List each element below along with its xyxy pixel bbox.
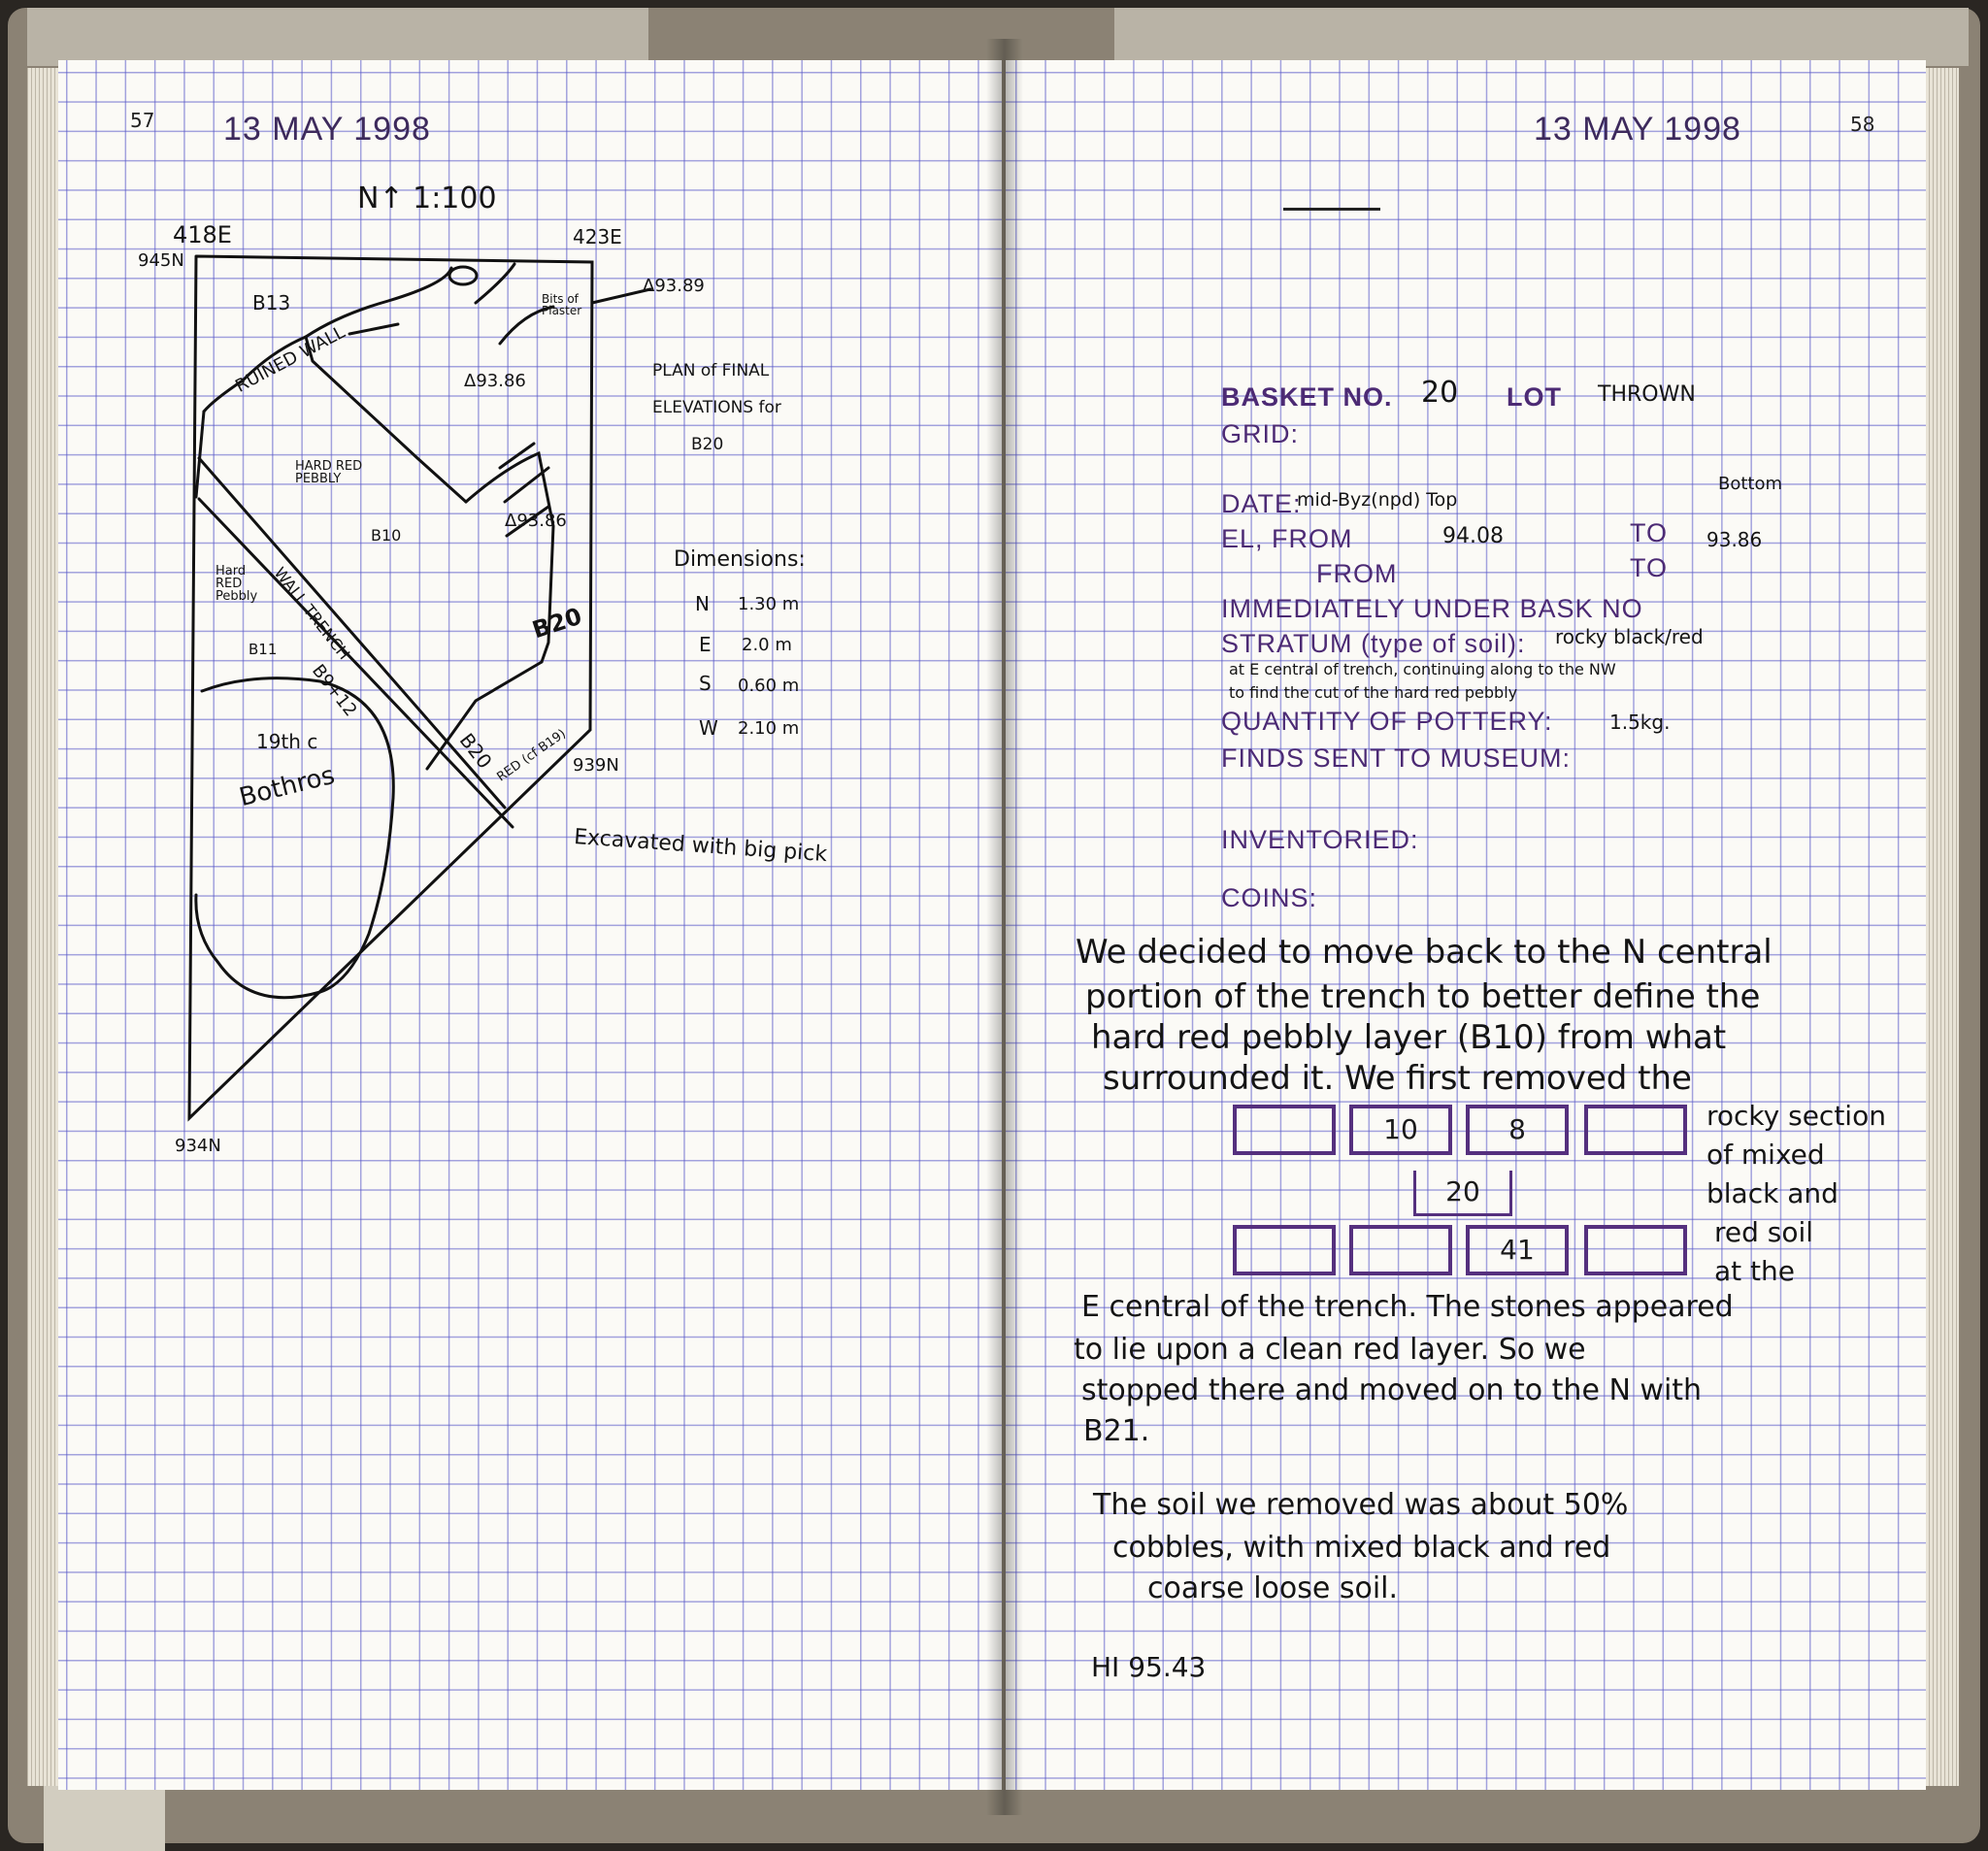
side-note: red soil (1714, 1216, 1814, 1248)
dimension-side: W (699, 716, 718, 740)
note-line: stopped there and moved on to the N with (1081, 1373, 1703, 1407)
excavation-plan-sketch (58, 60, 1002, 1790)
note-line: B21. (1083, 1414, 1150, 1448)
side-note: rocky section (1706, 1100, 1886, 1132)
side-note: at the (1714, 1255, 1795, 1287)
label-ruined-wall: RUINED WALL (232, 321, 348, 397)
excavated-note: Excavated with big pick (573, 825, 828, 868)
elevation-3: Δ93.86 (505, 511, 567, 531)
grid-cell (1584, 1105, 1687, 1155)
dimension-side: N (695, 592, 710, 615)
grid-cell (1233, 1105, 1336, 1155)
label-bothros-date: 19th c (256, 730, 318, 753)
book-gutter (986, 39, 1023, 1815)
dash-mark (1283, 208, 1380, 211)
stratum-line-3: to find the cut of the hard red pebbly (1229, 683, 1518, 702)
page-number: 57 (130, 109, 155, 132)
label-b20: B20 (528, 602, 585, 645)
label-b20-trench: B20 (454, 728, 497, 774)
note-line: surrounded it. We first removed the (1103, 1059, 1692, 1098)
right-page (1006, 60, 1926, 1790)
date-value: mid-Byz(npd) Top (1297, 489, 1458, 511)
label-b10: B10 (371, 526, 402, 545)
to-label-2: TO (1630, 553, 1669, 582)
elevation-1: Δ93.89 (643, 276, 705, 296)
dimension-value: 2.0 m (742, 635, 792, 655)
to-label: TO (1630, 518, 1669, 547)
lot-value: THROWN (1598, 382, 1696, 407)
label-bits-of-plaster: Bits of Plaster (542, 292, 582, 317)
pottery-label: QUANTITY OF POTTERY: (1221, 707, 1553, 736)
binding-band-right (1114, 8, 1969, 66)
date-label: DATE: (1221, 489, 1302, 518)
pottery-value: 1.5kg. (1609, 711, 1671, 734)
stratum-value: rocky black/red (1555, 625, 1704, 648)
basket-no-label: BASKET NO. (1221, 382, 1393, 412)
grid-cell (1584, 1225, 1687, 1275)
soil-note-line: coarse loose soil. (1147, 1571, 1399, 1605)
grid-label: GRID: (1221, 419, 1300, 448)
label-hard-red-pebbly-b11: Hard RED Pebbly (215, 564, 258, 604)
label-wall-trench: WALL TRENCH (270, 563, 354, 664)
corner-label-934n: 934N (175, 1136, 221, 1156)
side-note: black and (1706, 1177, 1839, 1209)
inventoried-label: INVENTORIED: (1221, 825, 1419, 854)
dimension-value: 1.30 m (738, 594, 800, 614)
side-note: of mixed (1706, 1139, 1825, 1171)
grid-cell: 41 (1466, 1225, 1569, 1275)
soil-note-line: The soil we removed was about 50% (1093, 1488, 1629, 1522)
finds-label: FINDS SENT TO MUSEUM: (1221, 744, 1572, 773)
plan-title-line-2: ELEVATIONS for (652, 398, 781, 417)
note-line: hard red pebbly layer (B10) from what (1091, 1018, 1727, 1057)
elevation-2: Δ93.86 (464, 371, 526, 391)
corner-label-418e: 418E (173, 221, 232, 248)
page-number: 58 (1850, 113, 1875, 136)
date-stamp: 13 MAY 1998 (223, 111, 431, 148)
label-b13: B13 (252, 291, 291, 314)
note-line: We decided to move back to the N central (1076, 933, 1773, 972)
note-line: portion of the trench to better define the (1085, 977, 1761, 1016)
grid-cell (1349, 1225, 1452, 1275)
stratum-line-2: at E central of trench, continuing along to the NW (1229, 660, 1616, 678)
north-scale: N↑ 1:100 (357, 182, 497, 215)
date-stamp: 13 MAY 1998 (1534, 111, 1741, 148)
from-label-2: FROM (1316, 559, 1398, 588)
label-b9-12: B9+12 (308, 660, 361, 721)
dimension-value: 0.60 m (738, 676, 800, 696)
dimension-side: S (699, 672, 712, 695)
label-red-cf: RED (cf B19) (494, 726, 569, 785)
left-page (58, 60, 1002, 1790)
grid-cell: 20 (1413, 1171, 1512, 1216)
page-edges-left (27, 68, 60, 1786)
grid-cell: 8 (1466, 1105, 1569, 1155)
el-from-value: 94.08 (1442, 524, 1504, 548)
plan-title-line-3: B20 (691, 435, 724, 454)
soil-note-line: cobbles, with mixed black and red (1112, 1531, 1611, 1565)
grid-cell (1233, 1225, 1336, 1275)
corner-label-939n: 939N (573, 755, 619, 776)
bottom-label: Bottom (1718, 474, 1783, 494)
binding-band-left (27, 8, 648, 66)
corner-label-945n: 945N (138, 250, 184, 271)
note-line: to lie upon a clean red layer. So we (1074, 1333, 1586, 1367)
label-b11: B11 (248, 641, 278, 658)
page-edges-right (1926, 68, 1959, 1786)
note-line: E central of the trench. The stones appeared (1081, 1290, 1734, 1324)
coins-label: COINS: (1221, 883, 1318, 912)
dimension-value: 2.10 m (738, 718, 800, 739)
lot-label: LOT (1507, 382, 1562, 412)
hi-note: HI 95.43 (1091, 1651, 1207, 1683)
plan-title-line-1: PLAN of FINAL (652, 361, 770, 380)
dimensions-title: Dimensions: (674, 547, 806, 572)
grid-cell: 10 (1349, 1105, 1452, 1155)
basket-no-value: 20 (1421, 376, 1459, 410)
el-to-value: 93.86 (1706, 528, 1763, 551)
immediately-under-label: IMMEDIATELY UNDER BASK NO (1221, 594, 1643, 623)
dimension-side: E (699, 633, 712, 656)
stratum-label: STRATUM (type of soil): (1221, 629, 1526, 658)
label-hard-red-pebbly: HARD RED PEBBLY (295, 459, 363, 486)
el-from-label: EL, FROM (1221, 524, 1353, 553)
label-bothros: Bothros (236, 760, 338, 813)
corner-label-423e: 423E (573, 225, 622, 248)
